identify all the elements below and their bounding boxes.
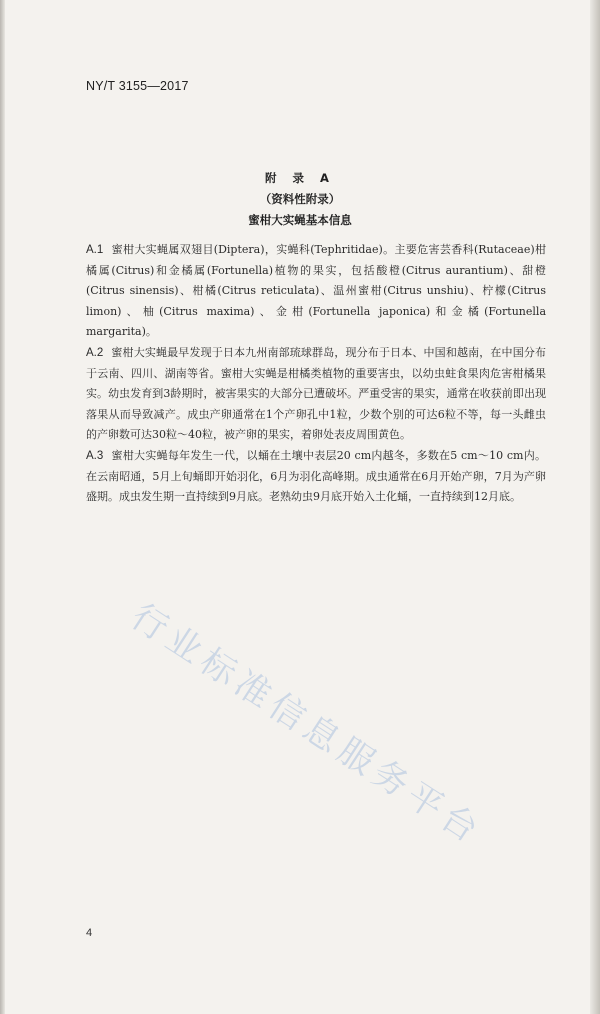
annex-nature: （资料性附录）	[259, 192, 341, 206]
annex-heading	[0, 168, 600, 231]
clause-text: 蜜柑大实蝇最早发现于日本九州南部琉球群岛，现分布于日本、中国和越南，在中国分布于云南、四川、湖南等省。蜜柑大实蝇是柑橘类植物的重要害虫，以幼虫蛀食果肉危害柑橘果实。幼虫发育到3龄期时，被害果实的大部分已遭破坏。严重受害的果实，通常在收获前即出现落果从而导致减产。成虫产卵通常在1个产卵孔中1粒，少数个别的可达6粒不等，每一头雌虫的产卵数可达30粒～40粒，被产卵的果实，着卵处表皮周围黄色。	[86, 345, 546, 442]
clause-number: A.2	[86, 346, 104, 359]
clause-number: A.1	[86, 244, 104, 256]
watermark: 行业标准信息服务平台	[123, 596, 490, 854]
clause-text: 蜜柑大实蝇每年发生一代，以蛹在土壤中表层20 cm内越冬，多数在5 cm～10 cm内。在云南昭通，5月上旬蛹即开始羽化，6月为羽化高峰期。成虫通常在6月开始产卵，7月为产卵盛期。成虫发生期一直持续到9月底。老熟幼虫9月底开始入土化蛹，一直持续到12月底。	[86, 448, 546, 504]
clause-a1	[86, 240, 546, 343]
clause-a2	[86, 343, 546, 446]
clause-number: A.3	[86, 449, 104, 462]
standard-code: NY/T 3155—2017	[86, 79, 189, 93]
page-edge-left	[0, 0, 5, 1014]
annex-body	[86, 240, 546, 508]
clause-text: 蜜柑大实蝇属双翅目(Diptera)，实蝇科(Tephritidae)。主要危害芸香科(Rutaceae)柑橘属(Citrus)和金橘属(Fortunella)植物的果实，包括酸橙(Citrus aurantium)、甜橙(Citrus sinensis)、柑橘(Citrus reticulata)、温州蜜柑(Citrus unshiu)、柠檬(Citrus limon)、柚(Citrus maxima)、金柑(Fortunella japonica)和金橘(Fortunella margarita)。	[86, 243, 546, 339]
page-number: 4	[86, 927, 93, 939]
clause-a3	[86, 446, 546, 508]
page-edge-right	[590, 0, 600, 1014]
annex-title: 蜜柑大实蝇基本信息	[248, 213, 352, 227]
annex-label: 附 录 A	[265, 171, 335, 185]
